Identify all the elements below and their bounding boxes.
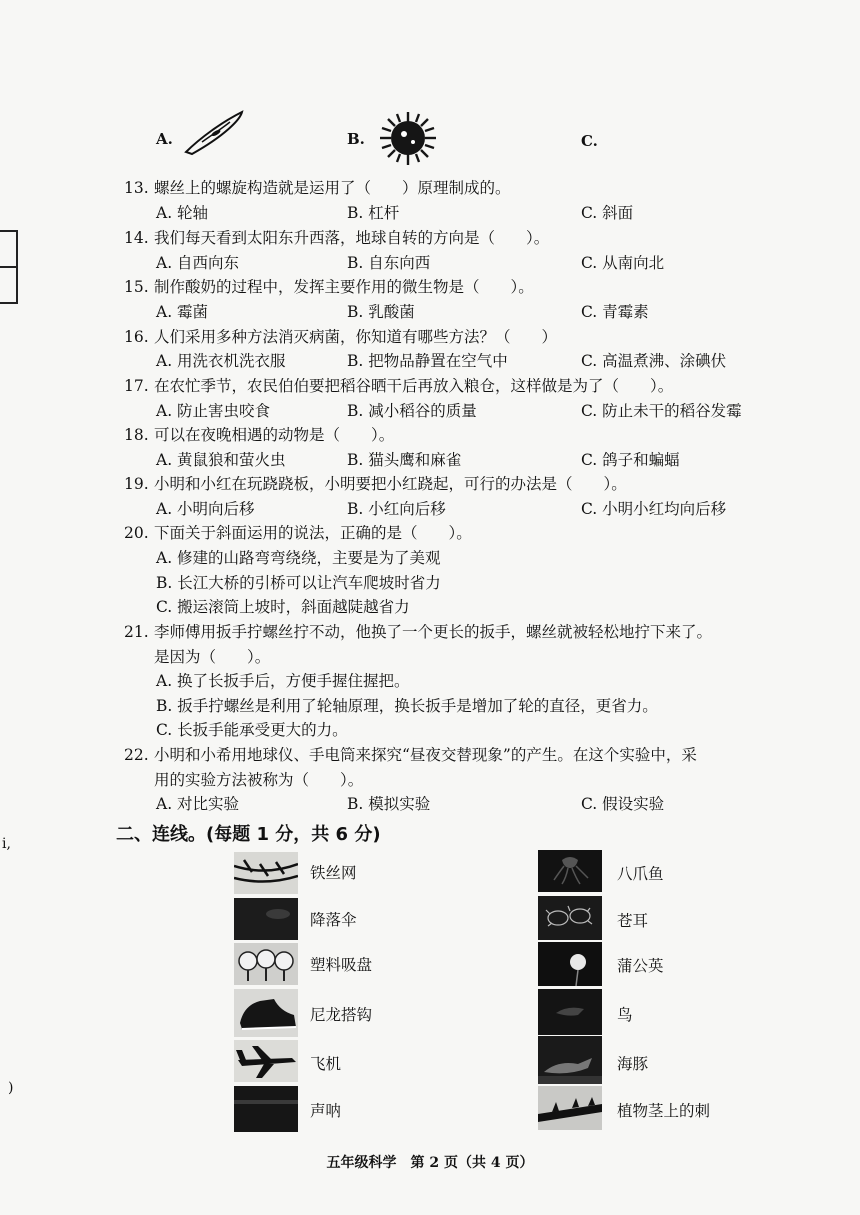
- option-b: B. 自东向西: [347, 254, 431, 272]
- virus-particle-icon: [376, 110, 440, 168]
- question-text: 人们采用多种方法消灭病菌，你知道有哪些方法？（ ）: [154, 328, 558, 346]
- option-a: A. 轮轴: [156, 204, 209, 222]
- question-text: 我们每天看到太阳东升西落，地球自转的方向是（ ）。: [154, 229, 550, 247]
- stray-mark-comma: i,: [2, 836, 11, 852]
- question-number: 16.: [124, 328, 149, 346]
- match-label: 植物茎上的刺: [617, 1102, 711, 1120]
- option-b: B. 杠杆: [347, 204, 400, 222]
- option-a-label: A.: [156, 130, 173, 148]
- option-b: B. 把物品静置在空气中: [347, 352, 508, 370]
- barbed-wire-photo: [234, 852, 298, 894]
- airplane-photo: [234, 1040, 298, 1082]
- option-c: C. 长扳手能承受更大的力。: [156, 721, 348, 739]
- match-label: 海豚: [617, 1055, 649, 1073]
- option-c: C. 防止未干的稻谷发霉: [581, 402, 742, 420]
- option-a: A. 防止害虫咬食: [156, 402, 271, 420]
- option-a: A. 小明向后移: [156, 500, 255, 518]
- question-number: 13.: [124, 179, 149, 197]
- option-c-label: C.: [581, 132, 598, 150]
- edge-table-fragment: [0, 230, 18, 268]
- question-number: 20.: [124, 524, 149, 542]
- option-c: C. 小明小红均向后移: [581, 500, 727, 518]
- sonar-photo: [234, 1086, 298, 1132]
- option-a: A. 自西向东: [156, 254, 240, 272]
- option-c: C. 鸽子和蝙蝠: [581, 451, 680, 469]
- option-a: A. 换了长扳手后，方便手握住握把。: [156, 672, 410, 690]
- question-text: 小明和小希用地球仪、手电筒来探究“昼夜交替现象”的产生。在这个实验中，采: [154, 746, 697, 764]
- match-label: 八爪鱼: [617, 865, 664, 883]
- parachute-photo: [234, 898, 298, 940]
- option-b-label: B.: [347, 130, 365, 148]
- match-label: 苍耳: [617, 912, 649, 930]
- option-c: C. 从南向北: [581, 254, 665, 272]
- option-b: B. 长江大桥的引桥可以让汽车爬坡时省力: [156, 574, 441, 592]
- option-a: A. 修建的山路弯弯绕绕，主要是为了美观: [156, 549, 441, 567]
- question-text: 在农忙季节，农民伯伯要把稻谷晒干后再放入粮仓，这样做是为了（ ）。: [154, 377, 674, 395]
- question-text: 螺丝上的螺旋构造就是运用了（ ）原理制成的。: [154, 179, 511, 197]
- q12-options: [0, 118, 860, 158]
- question-number: 17.: [124, 377, 149, 395]
- section-2-title: 二、连线。(每题 1 分，共 6 分): [116, 824, 381, 845]
- question-text: 制作酸奶的过程中，发挥主要作用的微生物是（ ）。: [154, 278, 534, 296]
- bird-photo: [538, 989, 602, 1035]
- option-a: A. 对比实验: [156, 795, 240, 813]
- option-a: A. 用洗衣机洗衣服: [156, 352, 286, 370]
- option-b: B. 模拟实验: [347, 795, 431, 813]
- question-number: 22.: [124, 746, 149, 764]
- bacillus-cell-icon: [180, 108, 250, 158]
- question-number: 14.: [124, 229, 149, 247]
- question-text: 小明和小红在玩跷跷板，小明要把小红跷起，可行的办法是（ ）。: [154, 475, 627, 493]
- question-text: 可以在夜晚相遇的动物是（ ）。: [154, 426, 395, 444]
- question-text: 下面关于斜面运用的说法，正确的是（ ）。: [154, 524, 472, 542]
- question-number: 19.: [124, 475, 149, 493]
- option-b: B. 乳酸菌: [347, 303, 415, 321]
- option-c: C. 假设实验: [581, 795, 665, 813]
- stray-mark-paren: ): [8, 1080, 14, 1096]
- option-b: B. 扳手拧螺丝是利用了轮轴原理，换长扳手是增加了轮的直径，更省力。: [156, 697, 658, 715]
- page-footer: 五年级科学 第 2 页（共 4 页）: [326, 1155, 534, 1171]
- question-text: 李师傅用扳手拧螺丝拧不动，他换了一个更长的扳手，螺丝就被轻松地拧下来了。: [154, 623, 713, 641]
- option-c: C. 青霉素: [581, 303, 649, 321]
- question-number: 15.: [124, 278, 149, 296]
- match-label: 塑料吸盘: [310, 956, 373, 974]
- question-number: 18.: [124, 426, 149, 444]
- option-c: C. 斜面: [581, 204, 634, 222]
- cocklebur-photo: [538, 896, 602, 940]
- option-b: B. 猫头鹰和麻雀: [347, 451, 462, 469]
- suction-cup-photo: [234, 943, 298, 985]
- option-c: C. 高温煮沸、涂碘伏: [581, 352, 727, 370]
- dolphin-photo: [538, 1036, 602, 1084]
- match-label: 飞机: [310, 1055, 342, 1073]
- match-label: 声呐: [310, 1102, 342, 1120]
- option-b: B. 小红向后移: [347, 500, 446, 518]
- sneaker-photo: [234, 989, 298, 1037]
- question-text-cont: 用的实验方法被称为（ ）。: [154, 771, 364, 789]
- match-label: 鸟: [617, 1006, 633, 1024]
- question-text-cont: 是因为（ ）。: [154, 648, 271, 666]
- match-label: 铁丝网: [310, 864, 357, 882]
- octopus-photo: [538, 850, 602, 892]
- match-label: 蒲公英: [617, 957, 664, 975]
- option-a: A. 霉菌: [156, 303, 209, 321]
- option-a: A. 黄鼠狼和萤火虫: [156, 451, 286, 469]
- edge-table-fragment: [0, 266, 18, 304]
- option-b: B. 减小稻谷的质量: [347, 402, 477, 420]
- dandelion-photo: [538, 942, 602, 986]
- match-label: 尼龙搭钩: [310, 1006, 373, 1024]
- match-label: 降落伞: [310, 911, 357, 929]
- option-c: C. 搬运滚筒上坡时，斜面越陡越省力: [156, 598, 410, 616]
- thorn-stem-photo: [538, 1086, 602, 1130]
- question-number: 21.: [124, 623, 149, 641]
